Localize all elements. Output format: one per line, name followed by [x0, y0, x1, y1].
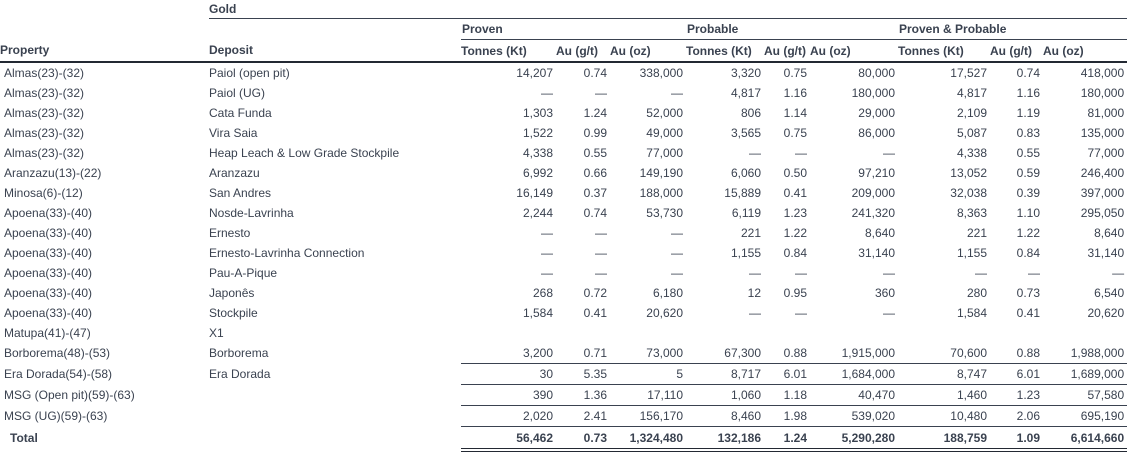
value-cell: 1,684,000 — [810, 364, 898, 385]
value-cell: 0.75 — [783, 66, 807, 80]
value-cell: 1.19 — [1016, 106, 1040, 120]
value-cell: 32,038 — [950, 186, 987, 200]
value-cell: 1.09 — [990, 427, 1043, 451]
deposit-cell: San Andres — [209, 186, 272, 200]
value-cell: 1,155 — [730, 246, 761, 260]
column-header-tonnes: Tonnes (Kt) — [686, 40, 764, 63]
value-cell: 8,363 — [956, 206, 987, 220]
spacer-cell — [0, 0, 209, 19]
column-header-tonnes: Tonnes (Kt) — [898, 40, 990, 63]
value-cell: 81,000 — [1087, 106, 1125, 120]
value-cell: 1.22 — [1016, 226, 1040, 240]
property-cell: Apoena(33)-(40) — [4, 266, 93, 280]
table-row — [0, 123, 1127, 143]
value-cell — [898, 323, 990, 343]
value-cell: 20,620 — [1087, 306, 1125, 320]
value-cell: 221 — [740, 226, 761, 240]
value-cell: 0.83 — [1016, 126, 1040, 140]
value-cell: 418,000 — [1080, 66, 1125, 80]
value-cell: — — [595, 266, 607, 280]
deposit-cell: Ernesto-Lavrinha Connection — [209, 246, 365, 260]
value-cell: 4,338 — [522, 146, 553, 160]
value-cell: 806 — [740, 106, 761, 120]
property-cell: Almas(23)-(32) — [4, 106, 85, 120]
value-cell: 149,190 — [639, 166, 683, 180]
value-cell: 5.35 — [556, 364, 610, 385]
column-header-property: Property — [0, 40, 209, 63]
total-row — [0, 427, 1127, 451]
value-cell: 30 — [461, 364, 556, 385]
deposit-cell — [209, 406, 461, 427]
deposit-cell: Pau-A-Pique — [209, 266, 278, 280]
value-cell: 1.18 — [764, 385, 810, 406]
deposit-cell: Borborema — [209, 346, 269, 361]
value-cell: — — [671, 266, 683, 280]
value-cell — [461, 323, 556, 343]
value-cell: 156,170 — [610, 406, 686, 427]
table-row — [0, 83, 1127, 103]
table-row — [0, 223, 1127, 243]
value-cell: 6.01 — [990, 364, 1043, 385]
value-cell: — — [883, 266, 895, 280]
value-cell: 17,527 — [950, 66, 987, 80]
value-cell: 695,190 — [1043, 406, 1127, 427]
value-cell: 1,584 — [956, 306, 987, 320]
value-cell: — — [541, 266, 553, 280]
property-cell: Almas(23)-(32) — [4, 66, 85, 80]
value-cell: 338,000 — [639, 66, 683, 80]
value-cell: 8,640 — [1094, 226, 1125, 240]
property-cell: Era Dorada(54)-(58) — [4, 367, 113, 381]
table-row — [0, 203, 1127, 223]
value-cell: 77,000 — [1087, 146, 1125, 160]
value-cell: 0.74 — [583, 206, 607, 220]
value-cell: 0.71 — [556, 343, 610, 364]
spacer-cell — [0, 19, 461, 40]
column-header-ounces: Au (oz) — [810, 40, 898, 63]
value-cell: 268 — [532, 286, 553, 300]
deposit-cell: Era Dorada — [209, 367, 271, 381]
deposit-cell: Vira Saia — [209, 126, 258, 140]
value-cell: 1,060 — [686, 385, 764, 406]
value-cell: 0.73 — [556, 427, 610, 451]
value-cell: 0.95 — [783, 286, 807, 300]
property-cell: Apoena(33)-(40) — [4, 206, 93, 220]
total-label: Total — [10, 431, 38, 446]
value-cell: 0.74 — [583, 66, 607, 80]
value-cell: 6,992 — [522, 166, 553, 180]
value-cell: 6,540 — [1094, 286, 1125, 300]
value-cell: 6,060 — [730, 166, 761, 180]
value-cell: — — [883, 306, 895, 320]
deposit-cell — [209, 385, 461, 406]
column-header-ounces: Au (oz) — [1043, 40, 1127, 63]
value-cell: — — [883, 146, 895, 160]
deposit-cell: Paiol (UG) — [209, 86, 266, 100]
value-cell: 40,470 — [810, 385, 898, 406]
value-cell: 4,817 — [956, 86, 987, 100]
value-cell: 8,640 — [864, 226, 895, 240]
value-cell: 1.16 — [1016, 86, 1040, 100]
table-row — [0, 263, 1127, 283]
value-cell: — — [671, 226, 683, 240]
deposit-cell: Stockpile — [209, 306, 258, 320]
value-cell: 1.14 — [783, 106, 807, 120]
value-cell: 5,087 — [956, 126, 987, 140]
table-row — [0, 163, 1127, 183]
value-cell: 1,324,480 — [610, 427, 686, 451]
value-cell: — — [1028, 266, 1040, 280]
value-cell: 0.73 — [1016, 286, 1040, 300]
value-cell — [610, 323, 686, 343]
value-cell: 16,149 — [516, 186, 553, 200]
column-header-ounces: Au (oz) — [610, 40, 686, 63]
deposit-cell: Nosde-Lavrinha — [209, 206, 294, 220]
value-cell: 31,140 — [1087, 246, 1125, 260]
value-cell: 57,580 — [1043, 385, 1127, 406]
value-cell: — — [595, 86, 607, 100]
value-cell: 2,020 — [461, 406, 556, 427]
value-cell: 77,000 — [646, 146, 683, 160]
value-cell: 49,000 — [646, 126, 683, 140]
value-cell: 1.98 — [764, 406, 810, 427]
value-cell: 15,889 — [724, 186, 761, 200]
column-header-grade: Au (g/t) — [556, 40, 610, 63]
group-header-probable: Probable — [686, 19, 898, 40]
column-header-grade: Au (g/t) — [764, 40, 810, 63]
deposit-cell: Cata Funda — [209, 106, 272, 120]
value-cell: 280 — [966, 286, 987, 300]
value-cell: 14,207 — [516, 66, 553, 80]
value-cell: 0.59 — [1016, 166, 1040, 180]
table-row — [0, 183, 1127, 203]
value-cell: 12 — [747, 286, 761, 300]
value-cell: — — [671, 246, 683, 260]
value-cell: 360 — [874, 286, 895, 300]
value-cell: 0.74 — [1016, 66, 1040, 80]
value-cell: 1,689,000 — [1043, 364, 1127, 385]
value-cell: 1.10 — [1016, 206, 1040, 220]
value-cell: — — [795, 266, 807, 280]
value-cell: — — [595, 246, 607, 260]
column-header-row — [0, 40, 1127, 63]
value-cell: 188,759 — [898, 427, 990, 451]
value-cell: 56,462 — [461, 427, 556, 451]
value-cell: 0.41 — [783, 186, 807, 200]
value-cell: 0.55 — [1016, 146, 1040, 160]
value-cell: 31,140 — [858, 246, 895, 260]
value-cell: 1.16 — [783, 86, 807, 100]
value-cell: 0.41 — [583, 306, 607, 320]
table-row — [0, 243, 1127, 263]
value-cell: 390 — [461, 385, 556, 406]
value-cell: 67,300 — [686, 343, 764, 364]
value-cell: 8,747 — [898, 364, 990, 385]
value-cell: — — [749, 266, 761, 280]
value-cell: 29,000 — [858, 106, 895, 120]
column-header-tonnes: Tonnes (Kt) — [461, 40, 556, 63]
value-cell: 4,817 — [730, 86, 761, 100]
value-cell: 0.39 — [1016, 186, 1040, 200]
deposit-cell: Aranzazu — [209, 166, 260, 180]
value-cell: 2,109 — [956, 106, 987, 120]
value-cell: 0.41 — [1016, 306, 1040, 320]
value-cell: 4,338 — [956, 146, 987, 160]
table-row — [0, 364, 1127, 385]
table-row — [0, 303, 1127, 323]
deposit-cell: Japonês — [209, 286, 255, 300]
property-cell: Matupa(41)-(47) — [4, 326, 91, 340]
value-cell: 6,614,660 — [1043, 427, 1127, 451]
table-row — [0, 143, 1127, 163]
value-cell: 6.01 — [764, 364, 810, 385]
value-cell: — — [541, 246, 553, 260]
value-cell: 1,915,000 — [810, 343, 898, 364]
value-cell: 53,730 — [646, 206, 683, 220]
value-cell: 0.88 — [764, 343, 810, 364]
commodity-header-row — [0, 0, 1127, 19]
group-header-row — [0, 19, 1127, 40]
table-row — [0, 103, 1127, 123]
value-cell: 0.84 — [1016, 246, 1040, 260]
value-cell: 241,320 — [851, 206, 895, 220]
property-cell: Almas(23)-(32) — [4, 86, 85, 100]
value-cell: 180,000 — [851, 86, 895, 100]
value-cell: 0.55 — [583, 146, 607, 160]
value-cell: 0.50 — [783, 166, 807, 180]
value-cell: 1,155 — [956, 246, 987, 260]
value-cell: 70,600 — [898, 343, 990, 364]
value-cell: 1.24 — [583, 106, 607, 120]
value-cell: 135,000 — [1080, 126, 1125, 140]
group-header-proven-probable: Proven & Probable — [898, 19, 1127, 40]
property-cell: Aranzazu(13)-(22) — [4, 166, 102, 180]
value-cell: — — [795, 306, 807, 320]
value-cell: 1,988,000 — [1043, 343, 1127, 364]
group-header-proven: Proven — [461, 19, 686, 40]
value-cell: — — [541, 226, 553, 240]
value-cell — [686, 323, 764, 343]
value-cell: 397,000 — [1080, 186, 1125, 200]
value-cell: 0.99 — [583, 126, 607, 140]
value-cell: 2.06 — [990, 406, 1043, 427]
value-cell: 246,400 — [1080, 166, 1125, 180]
value-cell: 86,000 — [858, 126, 895, 140]
value-cell: 221 — [966, 226, 987, 240]
property-cell: Almas(23)-(32) — [4, 146, 85, 160]
value-cell: — — [975, 266, 987, 280]
value-cell: 188,000 — [639, 186, 683, 200]
property-cell: Apoena(33)-(40) — [4, 286, 93, 300]
value-cell: 1.22 — [783, 226, 807, 240]
deposit-cell: Heap Leach & Low Grade Stockpile — [209, 146, 400, 160]
value-cell: 1,303 — [522, 106, 553, 120]
property-cell: MSG (Open pit)(59)-(63) — [4, 388, 135, 402]
value-cell: 5,290,280 — [810, 427, 898, 451]
deposit-cell — [209, 427, 461, 451]
value-cell: 73,000 — [610, 343, 686, 364]
value-cell: 0.84 — [783, 246, 807, 260]
value-cell: 295,050 — [1080, 206, 1125, 220]
value-cell: 8,460 — [686, 406, 764, 427]
value-cell: 3,200 — [461, 343, 556, 364]
table-row — [0, 343, 1127, 364]
value-cell: — — [1112, 266, 1125, 280]
property-cell: Apoena(33)-(40) — [4, 306, 93, 320]
table-body — [0, 62, 1127, 450]
table-row — [0, 323, 1127, 343]
value-cell: 1.23 — [783, 206, 807, 220]
value-cell: 0.75 — [783, 126, 807, 140]
value-cell: 5 — [610, 364, 686, 385]
value-cell: — — [795, 146, 807, 160]
value-cell: — — [749, 306, 761, 320]
value-cell — [1043, 323, 1127, 343]
value-cell: 1.36 — [556, 385, 610, 406]
property-cell: MSG (UG)(59)-(63) — [4, 409, 108, 423]
value-cell: — — [595, 226, 607, 240]
table-row — [0, 406, 1127, 427]
deposit-cell: Paiol (open pit) — [209, 66, 290, 80]
table-row — [0, 62, 1127, 83]
property-cell: Borborema(48)-(53) — [4, 346, 111, 361]
commodity-header: Gold — [209, 0, 1127, 19]
value-cell: 180,000 — [1080, 86, 1125, 100]
value-cell: 0.66 — [583, 166, 607, 180]
value-cell: — — [541, 86, 553, 100]
value-cell: 8,717 — [686, 364, 764, 385]
value-cell: — — [671, 86, 683, 100]
table-row — [0, 283, 1127, 303]
value-cell: 3,565 — [730, 126, 761, 140]
value-cell: 1,584 — [522, 306, 553, 320]
value-cell: 80,000 — [858, 66, 895, 80]
value-cell: 0.88 — [990, 343, 1043, 364]
value-cell: 3,320 — [730, 66, 761, 80]
deposit-cell: X1 — [209, 326, 224, 340]
property-cell: Minosa(6)-(12) — [4, 186, 83, 200]
column-header-grade: Au (g/t) — [990, 40, 1043, 63]
value-cell: 6,119 — [731, 206, 761, 220]
value-cell: 13,052 — [950, 166, 987, 180]
value-cell: 97,210 — [858, 166, 895, 180]
value-cell: — — [749, 146, 761, 160]
value-cell — [556, 323, 610, 343]
property-cell: Apoena(33)-(40) — [4, 246, 93, 260]
value-cell: 2.41 — [556, 406, 610, 427]
value-cell: 6,180 — [652, 286, 683, 300]
value-cell: 0.37 — [583, 186, 607, 200]
column-header-deposit: Deposit — [209, 40, 461, 63]
property-cell: Apoena(33)-(40) — [4, 226, 93, 240]
value-cell — [810, 323, 898, 343]
value-cell: 1.24 — [764, 427, 810, 451]
property-cell: Almas(23)-(32) — [4, 126, 85, 140]
value-cell: 52,000 — [646, 106, 683, 120]
value-cell: 1.23 — [990, 385, 1043, 406]
value-cell: 1,522 — [522, 126, 553, 140]
value-cell: 10,480 — [898, 406, 990, 427]
deposit-cell: Ernesto — [209, 226, 251, 240]
value-cell: 20,620 — [646, 306, 683, 320]
value-cell: 209,000 — [851, 186, 895, 200]
value-cell — [990, 323, 1043, 343]
value-cell: 0.72 — [583, 286, 607, 300]
value-cell: 539,020 — [810, 406, 898, 427]
value-cell: 1,460 — [898, 385, 990, 406]
value-cell — [764, 323, 810, 343]
value-cell: 17,110 — [610, 385, 686, 406]
table-row — [0, 385, 1127, 406]
value-cell: 2,244 — [522, 206, 553, 220]
value-cell: 132,186 — [686, 427, 764, 451]
